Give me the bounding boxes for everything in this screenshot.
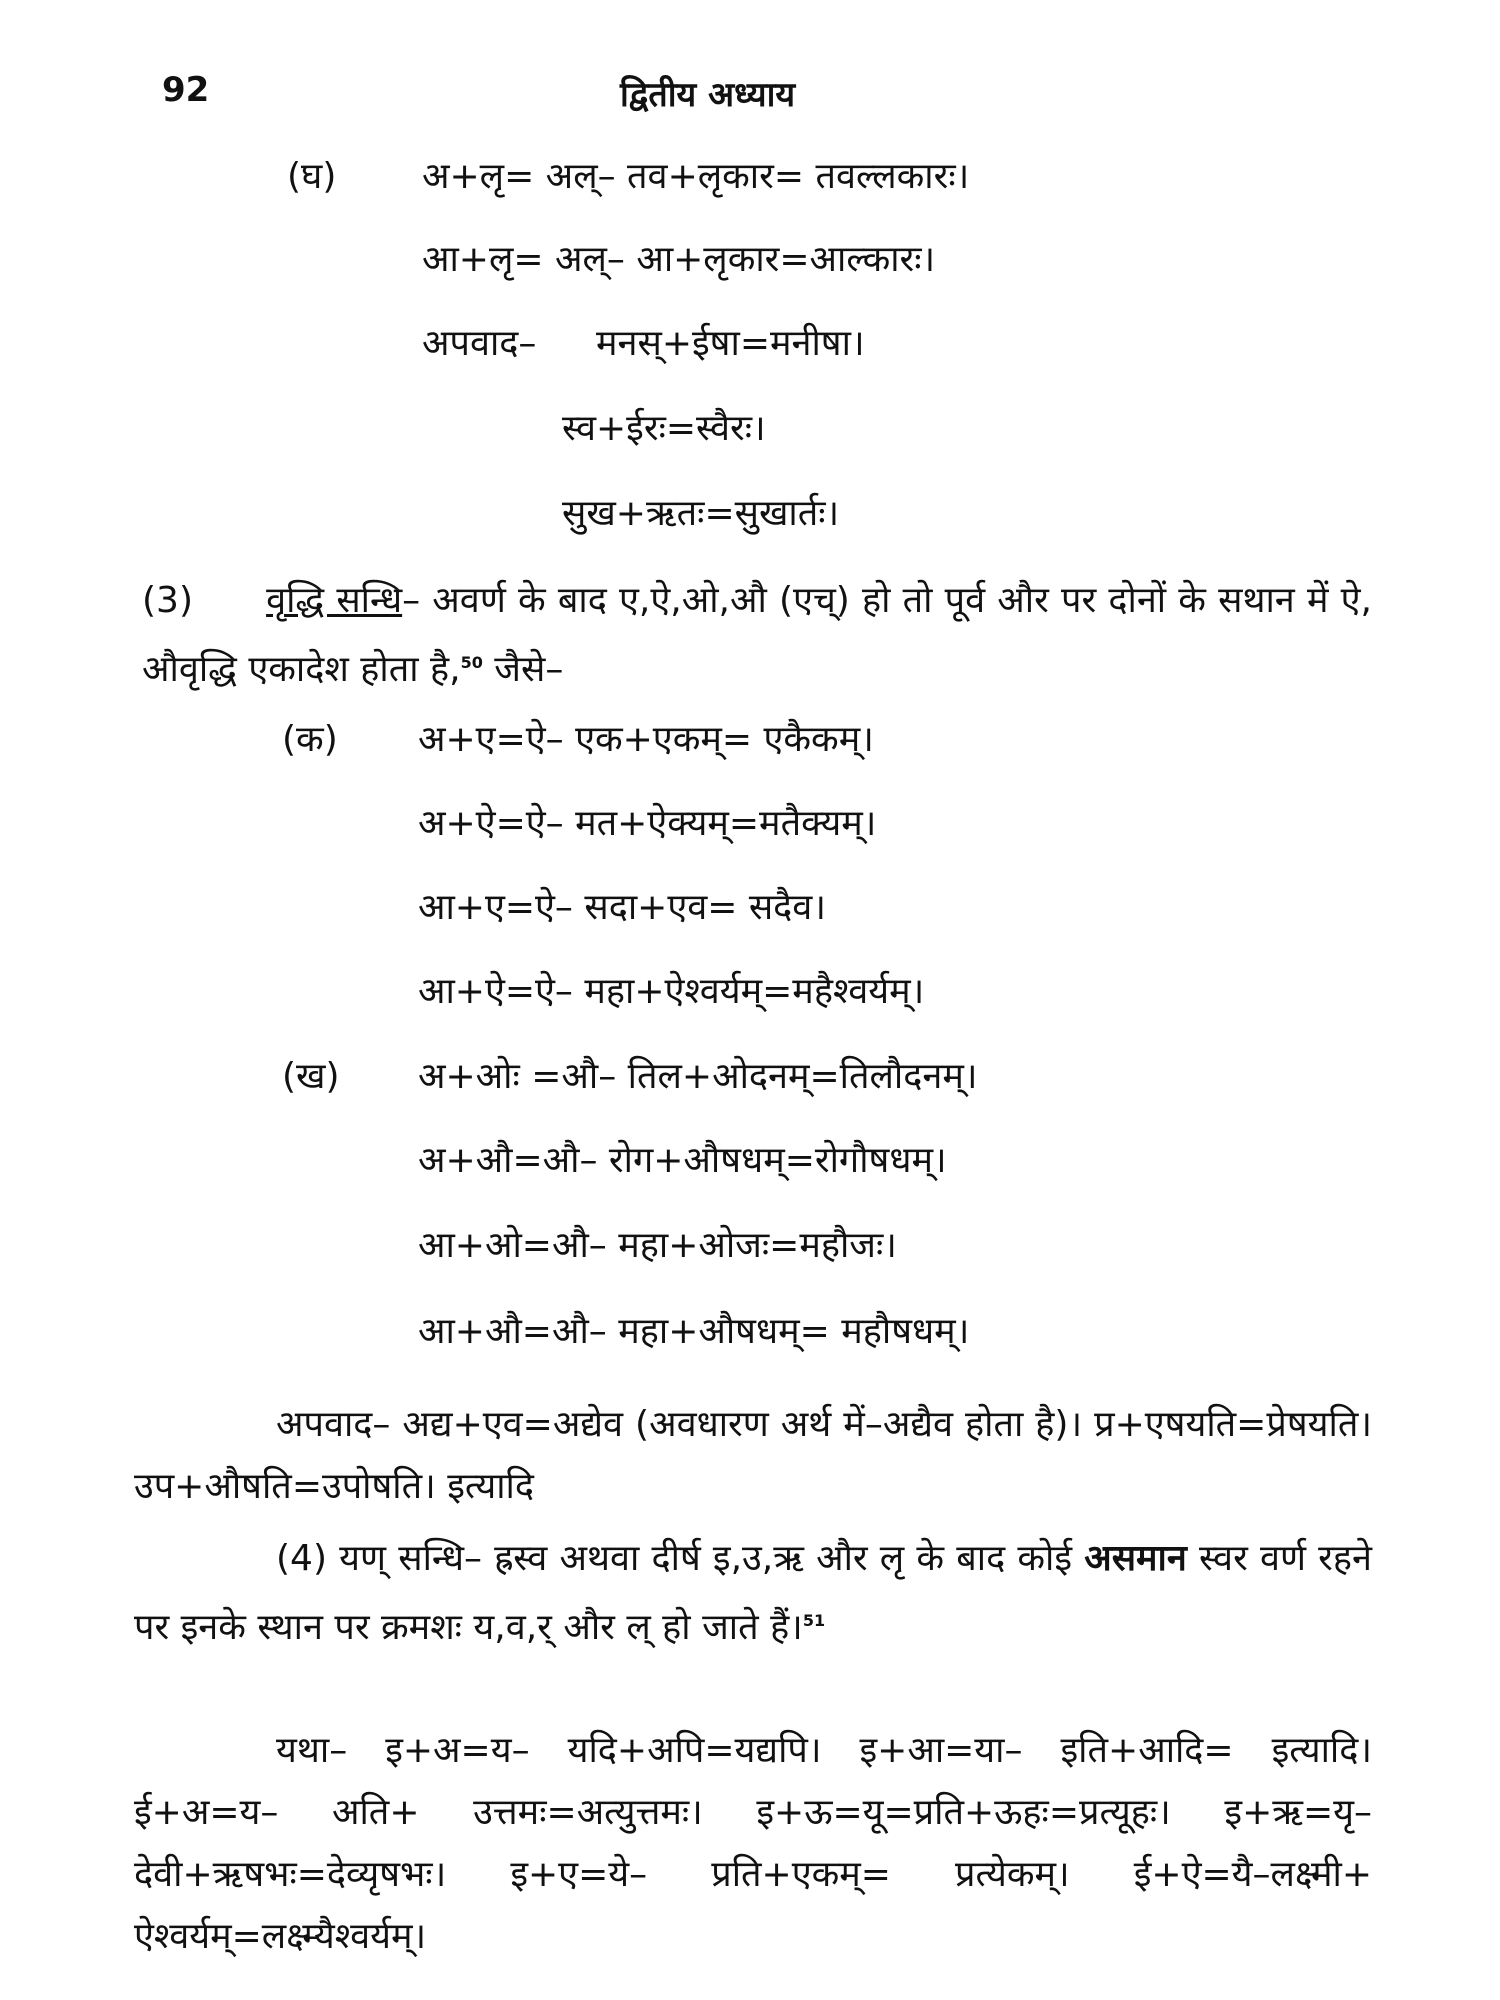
rule-line: अ+ए=ऐ– एक+एकम्= एकैकम्। [418,719,874,760]
exception-line: सुख+ऋतः=सुखार्तः। [562,493,840,534]
rule-line: आ+ऐ=ऐ– महा+ऐश्वर्यम्=महैश्वर्यम्। [418,971,925,1012]
examples-paragraph: यथा– इ+अ=य– यदि+अपि=यद्यपि। इ+आ=या– इति+आदि= इत्यादि। ई+अ=य– अति+ उत्तमः=अत्युत्तमः। इ+ऊ=यू=प्रति+ऊहः=प्रत्यूहः। इ+ऋ=यृ– देवी+ऋषभः=देव्यृषभः। इ+ए=ये– प्रति+एकम्= प्रत्येकम्। ई+ऐ=यै–लक्ष्मी+ ऐश्वर्यम्=लक्ष्म्यैश्वर्यम्। [134,1730,1372,1957]
section-text: – अवर्ण के बाद ए,ऐ,ओ,औ (एच्) हो तो पूर्व और पर दोनों के सथान में ऐ, औवृद्धि एकादेश होता है, [142,580,1372,690]
exception-label: अपवाद– [422,323,537,364]
rule-line: आ+ए=ऐ– सदा+एव= सदैव। [418,887,826,928]
rule-line: आ+औ=औ– महा+औषधम्= महौषधम्। [418,1311,970,1352]
section-label-ka: (क) [282,719,338,760]
exception-paragraph: अपवाद– अद्य+एव=अद्येव (अवधारण अर्थ में–अद्यैव होता है)। प्र+एषयति=प्रेषयति। उप+औषति=उपोषति। इत्यादि [134,1404,1372,1507]
section-label-gha: (घ) [287,156,337,197]
rule-line: आ+लृ= अल्– आ+लृकार=आल्कारः। [422,239,936,280]
vriddhi-paragraph [142,570,1372,701]
section-text: स्वर वर्ण रहने पर इनके स्थान पर क्रमशः य,व,र् और ल् हो जाते हैं। [134,1538,1372,1648]
rule-line: अ+औ=औ– रोग+औषधम्=रोगौषधम्। [418,1140,947,1181]
yan-paragraph [134,1528,1372,1659]
footnote-ref: 51 [802,1611,826,1630]
section-text-after: जैसे– [482,649,564,690]
section-number: (3) [142,580,193,621]
section-lead: यण् सन्धि– ह्रस्व अथवा दीर्ष इ,उ,ऋ और लृ के बाद कोई [327,1538,1085,1579]
rule-line: अ+लृ= अल्– तव+लृकार= तवल्लकारः। [422,156,970,197]
rule-line: अ+ऐ=ऐ– मत+ऐक्यम्=मतैक्यम्। [418,803,877,844]
section-label-kha: (ख) [282,1056,340,1097]
rule-line: अ+ओः =औ– तिल+ओदनम्=तिलौदनम्। [418,1056,978,1097]
emphasized-word: असमान [1084,1538,1187,1579]
section-title: वृद्धि सन्धि [266,580,403,621]
page-number: 92 [162,70,210,110]
exception-line: मनस्+ईषा=मनीषा। [596,323,865,364]
footnote-ref: 50 [460,653,483,672]
exception-line: स्व+ईरः=स्वैरः। [562,408,766,449]
section-number: (4) [276,1538,327,1579]
chapter-title: द्वितीय अध्याय [620,75,796,115]
rule-line: आ+ओ=औ– महा+ओजः=महौजः। [418,1225,897,1266]
